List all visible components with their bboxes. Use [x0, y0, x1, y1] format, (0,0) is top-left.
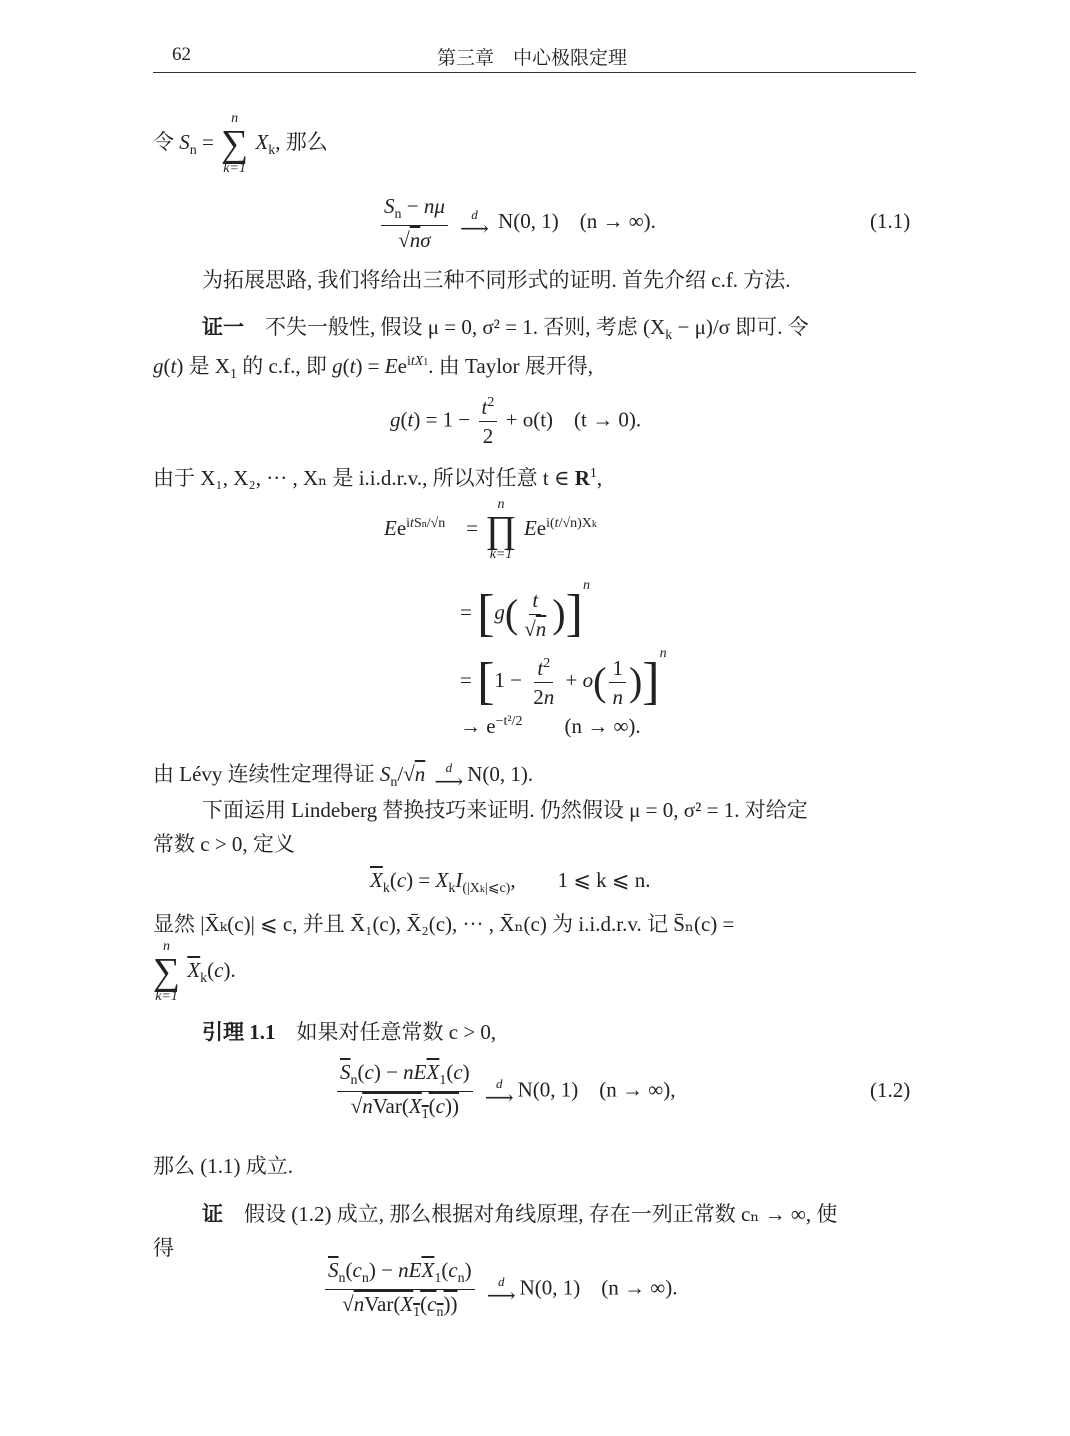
lemma-1-1: 引理 1.1 如果对任意常数 c > 0,: [202, 1020, 497, 1044]
proof2-line2: 得: [153, 1236, 174, 1260]
equation-label-1-2: (1.2): [870, 1078, 911, 1102]
paragraph-lindeberg-1: 下面运用 Lindeberg 替换技巧来证明. 仍然假设 μ = 0, σ² = 1. 对给定: [202, 798, 808, 822]
taylor-expansion: g(t) = 1 − $\frac{t^2}{2}$ + o(t) (t → 0).: [390, 395, 642, 449]
paragraph-lindeberg-2: 常数 c > 0, 定义: [153, 832, 295, 856]
sum-truncated: n ∑ k=1 $\overline{X}_k(c)$.: [153, 939, 236, 1004]
product-line3: = [1 − $\frac{t^2}{2n}$ + o( $\frac{1}{n}$ )]$^n$: [460, 646, 667, 711]
let-then: , 那么: [275, 129, 328, 154]
product-line2: = [g( $\frac{t}{√n}$ )]$^n$: [460, 578, 590, 643]
equation-final: $\frac{\overline{S}_n(c_n) - nE\overline{X}_1(c_n)}{√nVar(X_1(c_n))}$ d ⟶ N(0, 1) (n → ∞).: [322, 1258, 677, 1322]
proof2-line1: 证 假设 (1.2) 成立, 那么根据对角线原理, 存在一列正常数 cₙ → ∞, 使: [202, 1202, 838, 1226]
let-prefix: 令: [153, 129, 174, 154]
levy-line: 由 Lévy 连续性定理得证 $S_n/√n$ d ⟶ N(0, 1).: [153, 760, 534, 794]
iid-line: 由于 X₁, X₂, ··· , Xₙ 是 i.i.d.r.v., 所以对任意 t ∈ $R^1$,: [153, 466, 603, 490]
product-line4: → $e^{-t^2/2}$ (n → ∞).: [460, 714, 641, 738]
definition-truncated: $\overline{X}_k(c) = X_kI_{(|Xk|⩽c)}$, 1 ⩽ k ⩽ n.: [370, 868, 651, 897]
proof1-line1: 证一 不失一般性, 假设 μ = 0, σ² = 1. 否则, 考虑 $(X_k - \mu)/\sigma$ 即可. 令: [202, 315, 809, 344]
chapter-title: 第三章 中心极限定理: [437, 48, 628, 69]
proof2-label: 证: [202, 1202, 223, 1226]
page-number: 62: [172, 44, 191, 65]
header-rule: [153, 72, 916, 73]
paragraph-approach: 为拓展思路, 我们将给出三种不同形式的证明. 首先介绍 c.f. 方法.: [202, 268, 791, 292]
proof1-label: 证一: [202, 315, 244, 339]
proof1-line2: g(t) 是 $X_1$ 的 c.f., 即 $g(t) = Ee^{itX1}$. 由 Taylor 展开得,: [153, 354, 594, 383]
equation-1-1: $\frac{S_n - n\mu}{√n\sigma}$ d ⟶ N(0, 1) (n → ∞).: [378, 194, 656, 252]
equation-1-2: $\frac{\overline{S}_n(c) - nE\overline{X}_1(c)}{√nVar(X_1(c))}$ d ⟶ N(0, 1) (n → ∞),: [334, 1060, 675, 1124]
lemma-label: 引理 1.1: [202, 1020, 276, 1044]
let-line: 令 $S_n$ = n ∑ k=1 $X_k$, 那么: [153, 111, 328, 176]
product-line1: $Ee^{itSn/√n}$ = n ∏ k=1 $Ee^{i(t/√n)Xk}$: [384, 497, 597, 562]
sum-operator: n ∑ k=1: [221, 111, 249, 176]
equation-label-1-1: (1.1): [870, 209, 911, 233]
obvious-line: 显然 |X̄ₖ(c)| ⩽ c, 并且 X̄₁(c), X̄₂(c), ··· , X̄ₙ(c) 为 i.i.d.r.v. 记 S̄ₙ(c) =: [153, 912, 735, 936]
then-holds: 那么 (1.1) 成立.: [153, 1154, 293, 1178]
